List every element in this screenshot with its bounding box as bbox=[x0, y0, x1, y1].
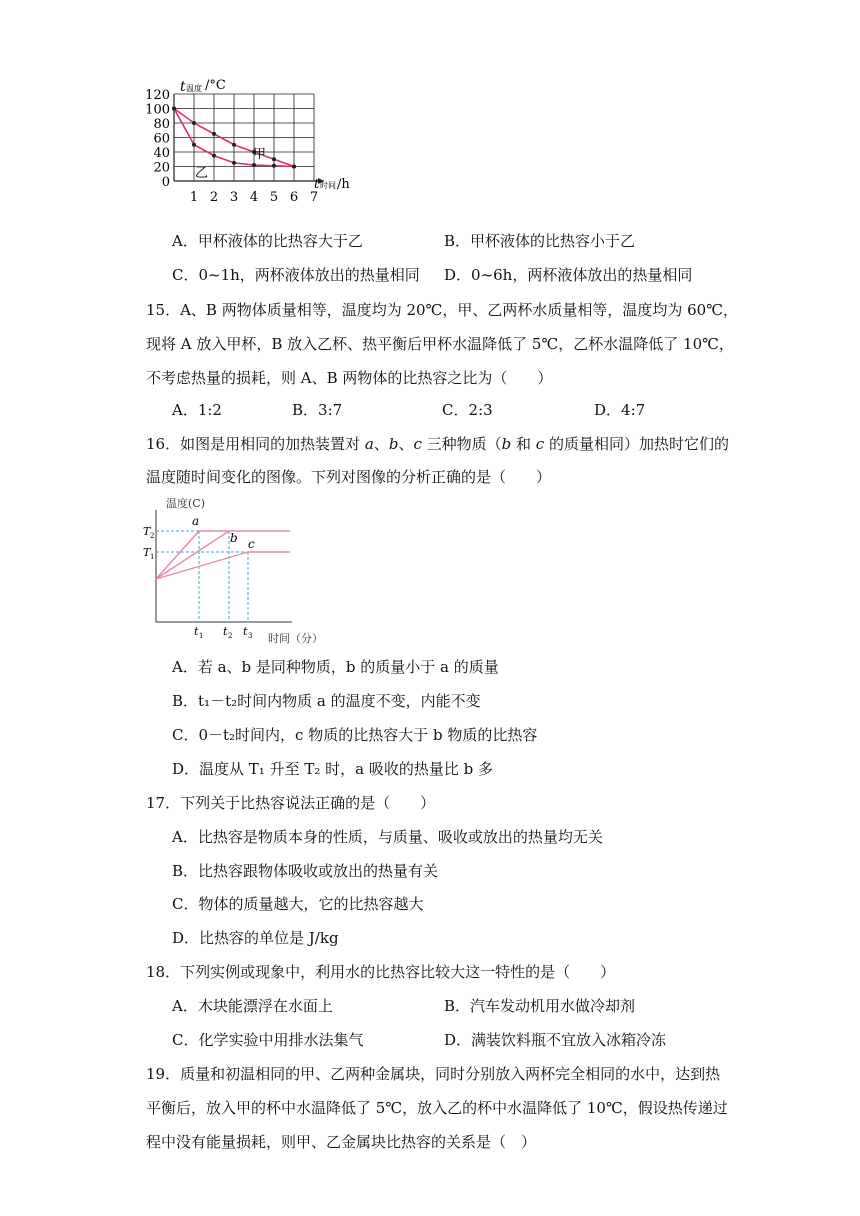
q17-option-c[interactable]: C．物体的质量越大，它的比热容越大 bbox=[172, 895, 424, 913]
x-axis-label-sub: 时间 bbox=[320, 181, 336, 190]
data-point-yi bbox=[232, 161, 236, 165]
q16-var-a: a bbox=[364, 435, 374, 453]
q16-var-c: c bbox=[535, 435, 545, 453]
y-axis-label-unit: /°C bbox=[205, 78, 226, 93]
label-t3: t bbox=[243, 625, 248, 638]
q15-stem-line1: 15．A、B 两物体质量相等，温度均为 20℃，甲、乙两杯水质量相等，温度均为 60℃， bbox=[146, 301, 738, 319]
q16-option-c[interactable]: C．0－t₂时间内，c 物质的比热容大于 b 物质的比热容 bbox=[172, 726, 538, 744]
data-point-yi bbox=[212, 154, 216, 158]
label-b: b bbox=[230, 531, 238, 545]
y-tick-label: 0 bbox=[161, 175, 170, 190]
q16-var-b: b bbox=[501, 435, 512, 453]
y-tick-label: 120 bbox=[145, 88, 170, 103]
q16-text: 16．如图是用相同的加热装置对 bbox=[146, 435, 365, 453]
y-tick-label: 80 bbox=[153, 117, 170, 132]
q18-option-c[interactable]: C．化学实验中用排水法集气 bbox=[172, 1031, 364, 1049]
q19-stem-line2: 平衡后，放入甲的杯中水温降低了 5℃，放入乙的杯中水温降低了 10℃，假设热传递过 bbox=[146, 1099, 728, 1117]
chart2-y-label: 温度(C) bbox=[166, 497, 205, 510]
y-tick-label: 40 bbox=[153, 146, 170, 161]
label-T1-sub: 1 bbox=[150, 553, 155, 561]
q16-var-c: c bbox=[413, 435, 422, 453]
line-c-rise bbox=[156, 552, 248, 579]
series-jia-label: 甲 bbox=[253, 147, 267, 162]
q19-stem-line3: 程中没有能量损耗，则甲、乙金属块比热容的关系是（ ） bbox=[146, 1133, 537, 1151]
y-tick-label: 60 bbox=[153, 131, 170, 147]
q15-option-b[interactable]: B．3:7 bbox=[292, 401, 343, 419]
data-point-yi bbox=[192, 143, 196, 147]
q14-option-d[interactable]: D．0~6h，两杯液体放出的热量相同 bbox=[444, 266, 693, 284]
q16-option-a[interactable]: A．若 a、b 是同种物质，b 的质量小于 a 的质量 bbox=[172, 658, 499, 676]
x-tick-label: 5 bbox=[269, 190, 279, 205]
q17-stem: 17．下列关于比热容说法正确的是（ ） bbox=[146, 794, 436, 812]
data-point-yi bbox=[172, 107, 176, 111]
q17-option-a[interactable]: A．比热容是物质本身的性质，与质量、吸收或放出的热量均无关 bbox=[172, 828, 603, 846]
q16-stem-line2: 温度随时间变化的图像。下列对图像的分析正确的是（ ） bbox=[146, 468, 552, 486]
q16-var-b: b bbox=[388, 435, 399, 453]
heating-curve-chart bbox=[140, 494, 340, 649]
x-tick-label: 4 bbox=[249, 190, 259, 205]
data-point-yi bbox=[272, 164, 276, 168]
label-t2: t bbox=[223, 625, 228, 638]
label-T2: T bbox=[143, 525, 151, 538]
x-tick-label: 1 bbox=[189, 190, 199, 205]
q16-text: 的质量相同）加热时它们的 bbox=[544, 435, 729, 453]
q16-text: 三种物质（ bbox=[421, 435, 502, 453]
label-T2-sub: 2 bbox=[150, 532, 155, 540]
q16-text: 、 bbox=[398, 435, 414, 453]
y-tick-label: 20 bbox=[153, 160, 170, 176]
q17-option-d[interactable]: D．比热容的单位是 J/kg bbox=[172, 929, 339, 947]
y-axis-label-t: t bbox=[180, 79, 186, 95]
chart2-x-label: 时间（分） bbox=[268, 632, 323, 645]
q18-option-a[interactable]: A．木块能漂浮在水面上 bbox=[172, 997, 333, 1015]
q15-stem-line3: 不考虑热量的损耗，则 A、B 两物体的比热容之比为（ ） bbox=[146, 369, 553, 387]
q18-stem: 18．下列实例或现象中，利用水的比热容比较大这一特性的是（ ） bbox=[146, 963, 616, 981]
q16-text: 、 bbox=[373, 435, 389, 453]
y-tick-labels bbox=[145, 88, 170, 190]
q15-option-c[interactable]: C．2:3 bbox=[442, 401, 493, 419]
data-point-jia bbox=[212, 132, 216, 136]
q15-stem-line2: 现将 A 放入甲杯，B 放入乙杯、热平衡后甲杯水温降低了 5℃，乙杯水温降低了 10℃， bbox=[146, 335, 734, 353]
q17-option-b[interactable]: B．比热容跟物体吸收或放出的热量有关 bbox=[172, 862, 439, 880]
q14-option-b[interactable]: B．甲杯液体的比热容小于乙 bbox=[444, 232, 636, 250]
q14-option-a[interactable]: A．甲杯液体的比热容大于乙 bbox=[172, 232, 363, 250]
label-t3-sub: 3 bbox=[248, 632, 253, 640]
cooling-curve-chart bbox=[140, 74, 370, 214]
x-tick-label: 7 bbox=[309, 190, 319, 205]
data-point-jia bbox=[192, 121, 196, 125]
label-t2-sub: 2 bbox=[228, 632, 233, 640]
x-axis-label-unit: /h bbox=[337, 177, 350, 192]
data-point-yi bbox=[292, 165, 296, 169]
q16-option-b[interactable]: B．t₁－t₂时间内物质 a 的温度不变，内能不变 bbox=[172, 692, 481, 710]
q16-text: 和 bbox=[511, 435, 536, 453]
q14-option-c[interactable]: C．0~1h，两杯液体放出的热量相同 bbox=[172, 266, 420, 284]
q16-stem-line1 bbox=[146, 434, 729, 454]
label-t1: t bbox=[194, 625, 199, 638]
q18-option-b[interactable]: B．汽车发动机用水做冷却剂 bbox=[444, 997, 636, 1015]
q19-stem-line1: 19．质量和初温相同的甲、乙两种金属块，同时分别放入两杯完全相同的水中，达到热 bbox=[146, 1065, 721, 1083]
y-tick-label: 100 bbox=[145, 102, 170, 118]
data-point-yi bbox=[252, 163, 256, 167]
label-T1: T bbox=[143, 546, 151, 559]
q15-option-d[interactable]: D．4:7 bbox=[594, 401, 646, 419]
q15-option-a[interactable]: A．1:2 bbox=[172, 401, 222, 419]
y-axis-label-sub: 温度 bbox=[186, 84, 202, 93]
q18-option-d[interactable]: D．满装饮料瓶不宜放入冰箱冷冻 bbox=[444, 1031, 667, 1049]
x-tick-label: 2 bbox=[209, 190, 219, 205]
data-point-jia bbox=[232, 143, 236, 147]
q16-option-d[interactable]: D．温度从 T₁ 升至 T₂ 时，a 吸收的热量比 b 多 bbox=[172, 760, 493, 778]
x-tick-labels bbox=[190, 190, 318, 205]
label-a: a bbox=[192, 514, 200, 528]
data-point-jia bbox=[272, 157, 276, 161]
series-yi-label: 乙 bbox=[195, 166, 209, 181]
x-axis-label-t: t bbox=[314, 177, 320, 192]
x-tick-label: 6 bbox=[289, 190, 299, 205]
x-tick-label: 3 bbox=[229, 190, 239, 205]
label-c: c bbox=[248, 537, 255, 551]
label-t1-sub: 1 bbox=[199, 632, 204, 640]
